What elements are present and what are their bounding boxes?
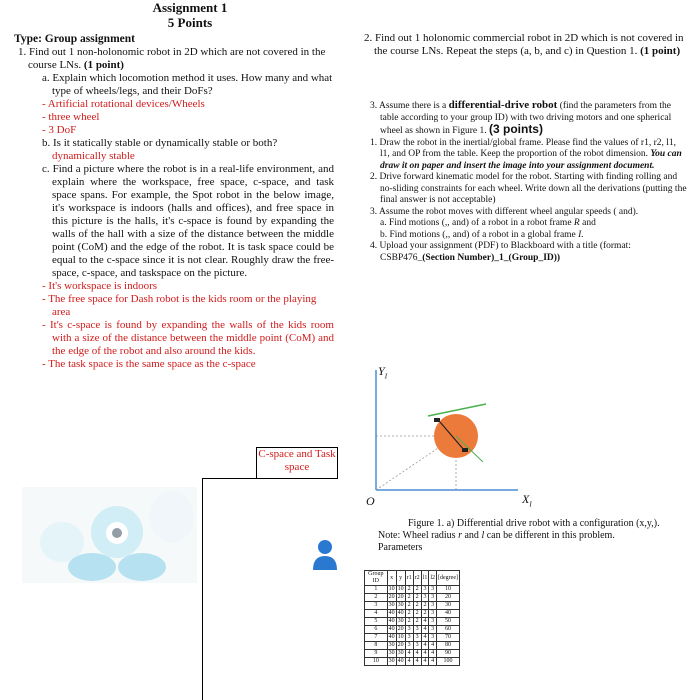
table-cell: 3 [405, 626, 413, 634]
table-cell: 2 [405, 618, 413, 626]
step-3b [370, 230, 688, 242]
answer-line: - The task space is the same space as the c-space [42, 358, 256, 370]
type-label: Type: Group assignment [14, 33, 135, 45]
table-row [365, 658, 460, 666]
table-cell: 40 [397, 610, 404, 616]
table-cell: 40 [388, 610, 395, 616]
step-1-bold: You can draw it on paper and insert the image into your assignment document. [380, 149, 682, 171]
table-cell: 4 [413, 650, 421, 658]
answer-line: - Artificial rotational devices/Wheels [42, 98, 205, 110]
table-row [365, 618, 460, 626]
question-3 [370, 100, 688, 264]
table-cell: 1 [365, 586, 388, 594]
table-cell: 20 [397, 626, 404, 632]
axis-x-label: $X_I$ [522, 492, 532, 509]
table-cell: 4 [421, 650, 429, 658]
table-row [365, 610, 460, 618]
table-cell: 4 [429, 658, 437, 666]
table-cell: 30 [437, 602, 460, 610]
table-cell: 90 [437, 650, 460, 658]
table-cell: 3 [413, 634, 421, 642]
wheel [434, 418, 440, 422]
table-cell: 3 [429, 586, 437, 594]
figure-caption [378, 518, 678, 554]
table-row [365, 626, 460, 634]
table-cell: 2 [405, 594, 413, 602]
table-cell: 20 [437, 594, 460, 602]
table-cell: 2 [405, 610, 413, 618]
table-cell: 4 [421, 618, 429, 626]
table-cell: 4 [421, 626, 429, 634]
q3-points: (3 points) [488, 122, 543, 136]
user-icon [313, 538, 337, 570]
table-cell: 2 [413, 594, 421, 602]
table-cell: 30 [397, 618, 404, 624]
table-cell: 2 [365, 594, 388, 602]
table-cell: 100 [437, 658, 460, 666]
q1c-answers [14, 280, 334, 371]
table-row [365, 586, 460, 594]
step-4-text: 4. Upload your assignment (PDF) to Blackboard with a title (format: CSBP476_ [370, 241, 631, 263]
q3-bold: differential-drive robot [448, 99, 558, 111]
divider-line [202, 478, 336, 479]
step-3: 3. Assume the robot moves with different wheel angular speeds ( and). [370, 206, 639, 217]
table-header: [degree] [437, 571, 460, 586]
table-cell: 30 [397, 650, 404, 656]
table-cell: 2 [413, 602, 421, 610]
table-header: Group ID [365, 571, 388, 586]
note-line: Note: Wheel radius r and l can be different in this problem. [378, 530, 615, 541]
table-cell: 4 [405, 650, 413, 658]
table-cell: 20 [397, 594, 404, 600]
q1-points: (1 point) [83, 59, 124, 71]
question-1b: b. Is it statically stable or dynamically stable or both? [42, 137, 278, 149]
table-header: l2 [429, 571, 437, 586]
q2-points: (1 point) [640, 45, 681, 57]
table-header: r1 [405, 571, 413, 586]
assignment-points: 5 Points [167, 15, 213, 30]
answer-line: - three wheel [42, 111, 100, 123]
table-cell: 10 [388, 586, 395, 592]
table-row [365, 650, 460, 658]
table-header: y [396, 571, 405, 586]
q3-post: (find the parameters from the table according to your group ID) with two driving motors and one spherical wheel as shown in Figure 1. [380, 101, 672, 136]
table-row [365, 602, 460, 610]
assignment-title: Assignment 1 [152, 0, 228, 15]
table-cell: 5 [365, 618, 388, 626]
table-cell: 60 [437, 626, 460, 634]
parameters-table [364, 570, 460, 666]
table-cell: 3 [421, 586, 429, 594]
table-cell: 4 [429, 650, 437, 658]
table-cell: 20 [388, 594, 395, 600]
table-cell: 3 [421, 594, 429, 602]
table-cell: 30 [397, 602, 404, 608]
table-cell: 2 [421, 602, 429, 610]
table-cell: 6 [365, 626, 388, 634]
step-1 [370, 138, 688, 173]
table-row [365, 634, 460, 642]
table-cell: 3 [429, 602, 437, 610]
table-cell: 3 [429, 594, 437, 602]
step-3b-frame: I. [578, 229, 584, 240]
step-3a-post: and [582, 218, 596, 228]
answer-line: - The free space for Dash robot is the kids room or the playing area [42, 293, 317, 318]
question-1a: a. Explain which locomotion method it uses. How many and what type of wheels/legs, and their DoFs? [42, 72, 333, 97]
divider-line [202, 478, 203, 700]
q1-text: 1. Find out 1 non-holonomic robot in 2D which are not covered in the course LNs. [18, 46, 326, 71]
table-body [365, 586, 460, 666]
table-cell: 40 [388, 626, 395, 632]
table-cell: 70 [437, 634, 460, 642]
table-cell: 4 [405, 658, 413, 666]
table-cell: 3 [429, 610, 437, 618]
table-cell: 8 [365, 642, 388, 650]
table-cell: 3 [429, 634, 437, 642]
step-4 [370, 241, 688, 264]
table-cell: 10 [397, 586, 404, 592]
question-1 [14, 46, 334, 72]
table-cell: 4 [413, 658, 421, 666]
table-cell: 10 [397, 634, 404, 640]
table-cell: 20 [397, 642, 404, 648]
step-3a-text: a. Find motions (,, and) of a robot in a robot frame [380, 218, 572, 228]
table-cell: 2 [405, 586, 413, 594]
step-3b-text: b. Find motions (,, and) of a robot in a global frame [380, 229, 576, 240]
table-cell: 30 [388, 642, 395, 648]
answer-line: - 3 DoF [42, 124, 77, 136]
table-cell: 3 [405, 634, 413, 642]
table-header: x [387, 571, 396, 586]
step-1-text: 1. Draw the robot in the inertial/global frame. Please find the values of r1, r2, l1, l1, and OP from the table. Keep the proportion of the robot dimension. [370, 137, 677, 159]
dash-robot-photo [22, 487, 197, 583]
table-row [365, 594, 460, 602]
q3-pre: 3. Assume there is a [370, 101, 447, 111]
table-cell: 4 [421, 642, 429, 650]
table-cell: 9 [365, 650, 388, 658]
step-3a [370, 218, 688, 230]
table-cell: 3 [429, 626, 437, 634]
table-header-row [365, 571, 460, 586]
step-2: 2. Drive forward kinematic model for the robot. Starting with finding rolling and no-sliding constraints for each wheel. Write down all the derivations (putting the final answer is not acceptable) [370, 172, 687, 205]
figure-1-diagram [368, 362, 568, 512]
left-column [14, 33, 334, 371]
table-cell: 4 [421, 658, 429, 666]
table-cell: 2 [421, 610, 429, 618]
cspace-box-label: C-space and Task space [256, 447, 338, 479]
table-cell: 40 [388, 634, 395, 640]
table-header: l1 [421, 571, 429, 586]
table-cell: 40 [388, 618, 395, 624]
origin-label: O [366, 494, 375, 508]
table-cell: 3 [429, 618, 437, 626]
table-cell: 40 [437, 610, 460, 618]
table-cell: 80 [437, 642, 460, 650]
q2-text: 2. Find out 1 holonomic commercial robot in 2D which is not covered in the course LNs. Repeat the steps (a, b, and c) in Question 1. [364, 32, 684, 57]
table-cell: 2 [413, 586, 421, 594]
table-header: r2 [413, 571, 421, 586]
answer-line: - It's workspace is indoors [42, 280, 158, 292]
table-cell: 2 [413, 618, 421, 626]
step-3a-frame: R [573, 218, 580, 228]
question-2 [360, 32, 690, 58]
table-cell: 7 [365, 634, 388, 642]
q1a-answers [14, 98, 334, 137]
table-cell: 40 [397, 658, 404, 664]
table-cell: 10 [365, 658, 388, 666]
table-cell: 30 [388, 650, 395, 656]
table-cell: 3 [365, 602, 388, 610]
caption-text: Figure 1. a) Differential drive robot with a configuration (x,y,). [408, 518, 660, 529]
table-cell: 10 [437, 586, 460, 594]
table-cell: 3 [413, 626, 421, 634]
q1b-answer: dynamically stable [52, 150, 135, 162]
table-cell: 2 [405, 602, 413, 610]
params-label: Parameters [378, 542, 423, 553]
table-cell: 4 [429, 642, 437, 650]
table-cell: 30 [388, 658, 395, 664]
table-cell: 3 [405, 642, 413, 650]
answer-line: - It's c-space is found by expanding the walls of the kids room with a size of the distance between the middle point (CoM) and the edge of the robot and also around the kids. [42, 319, 334, 357]
table-cell: 30 [388, 602, 395, 608]
table-cell: 4 [421, 634, 429, 642]
step-4-bold: (Section Number)_1_(Group_ID)) [422, 252, 561, 263]
axis-y-label: $Y_I$ [378, 364, 388, 381]
table-cell: 50 [437, 618, 460, 626]
question-1c: c. Find a picture where the robot is in a real-life environment, and explain where the workspace, free space, c-space, and task space spans. For example, the Spot robot in the below image, it's workspace is indoors (halls and offices), and free space in this picture is the halls, it's c-space is found by expanding the walls of the hall with a size of the distance between the middle point (CoM) and the edge of the robot. It is task space could be equal to the c-space since it is not clear. Roughly draw the free-space, c-space, and taskspace on the picture. [42, 163, 334, 279]
table-cell: 4 [365, 610, 388, 618]
table-row [365, 642, 460, 650]
table-cell: 2 [413, 610, 421, 618]
table-cell: 3 [413, 642, 421, 650]
wheel [462, 448, 468, 452]
